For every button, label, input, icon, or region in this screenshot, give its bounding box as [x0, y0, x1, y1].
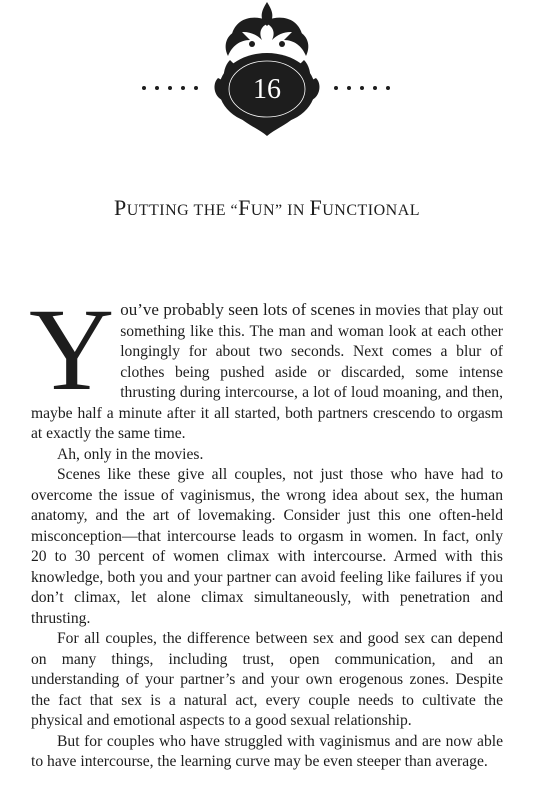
left-dotted-rule — [142, 86, 198, 90]
paragraph-5: But for couples who have struggled with vaginismus and are now able to have intercourse, the learning curve may be even steeper than average. — [31, 732, 503, 770]
chapter-title: PUTTING THE “FUN” IN FUNCTIONAL — [113, 195, 421, 220]
paragraph-1: You’ve probably seen lots of scenes in movies that play out something like this. The man and woman look at each other longingly for about two seconds. Next comes a blur of clothes being pushed aside or discarded, some intense thrusting during intercourse, a lot of loud moaning, and then, maybe half a minute after it all started, both partners crescendo to orgasm at exactly the same time. — [29, 284, 504, 442]
chapter-ornament — [0, 0, 534, 140]
chapter-body — [29, 284, 504, 773]
floral-flourish — [215, 2, 320, 136]
paragraph-3: Scenes like these give all couples, not just those who have had to overcome the issue of vaginismus, the wrong idea about sex, the human anatomy, and the art of lovemaking. Consider just this one often-held misconception—that intercourse leads to orgasm in women. In fact, only 20 to 30 percent of women climax with intercourse. Armed with this knowledge, both you and your partner can avoid feeling like failures if you don’t climax, let alone climax simultaneously, with penetration and thrusting. — [31, 466, 503, 627]
paragraph-2: Ah, only in the movies. — [57, 445, 204, 463]
chapter-number: 16 — [253, 74, 281, 105]
drop-cap: Y — [29, 284, 115, 415]
lead-in: ou’ve probably seen lots of scenes — [120, 300, 356, 319]
right-dotted-rule — [334, 86, 390, 90]
paragraph-4: For all couples, the difference between sex and good sex can depend on many things, including trust, open communication, and an understanding of your partner’s and your own erogenous zones. Despite the fact that sex is a natural act, every couple needs to cultivate the physical and emotional aspects to a good sexual relationship. — [31, 630, 503, 729]
